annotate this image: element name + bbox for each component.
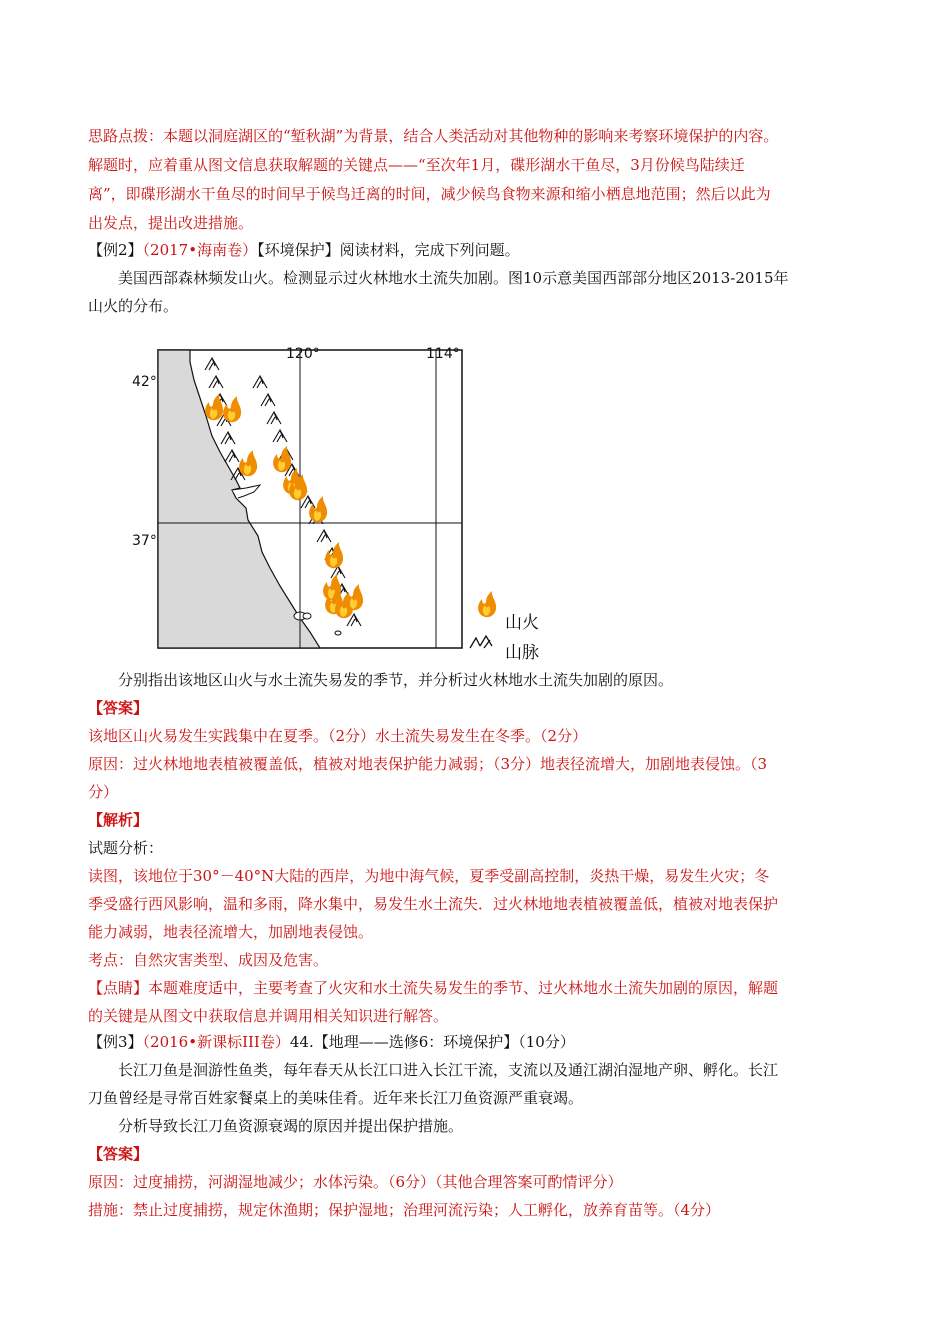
intro-line: 出发点，提出改进措施。 [88, 214, 254, 232]
wildfire-map [120, 340, 560, 666]
lat-label-42: 42° [132, 374, 157, 390]
legend-mountain-icon [470, 636, 492, 648]
intro-line: 解题时，应着重从图文信息获取解题的关键点——“至次年1月，碟形湖水干鱼尽，3月份候鸟陆续迁 [88, 156, 745, 174]
legend [470, 591, 539, 663]
intro-line: 思路点拨：本题以洞庭湖区的“堑秋湖”为背景，结合人类活动对其他物种的影响来考察环境保护的内容。 [88, 127, 779, 145]
example2-tag: 【例2】 [88, 241, 143, 259]
answer-header: 【答案】 [88, 699, 149, 717]
lon-label-114: 114° [426, 346, 460, 362]
island-shape [303, 613, 311, 619]
example3-tag: 【例3】 [88, 1033, 143, 1051]
analysis-line: 能力减弱，地表径流增大，加剧地表侵蚀。 [88, 923, 374, 941]
dianjing-line: 【点睛】本题难度适中，主要考查了火灾和水土流失易发生的季节、过火林地水土流失加剧的原因，解题 [88, 979, 779, 997]
example3-title: 44.【地理——选修6：环境保护】（10分） [289, 1033, 575, 1051]
analysis-line: 季受盛行西风影响，温和多雨，降水集中，易发生水土流失．过火林地地表植被覆盖低，植被对地表保护 [88, 895, 779, 913]
analysis-header: 【解析】 [88, 811, 149, 829]
analysis-line: 读图，该地位于30°－40°N大陆的西岸，为地中海气候，夏季受副高控制，炎热干燥，易发生火灾；冬 [88, 867, 770, 885]
answer-line: 原因：过度捕捞，河湖湿地减少；水体污染。（6分）（其他合理答案可酌情评分） [88, 1173, 623, 1191]
lon-label-120: 120° [286, 346, 320, 362]
example3-heading [88, 1032, 575, 1052]
example2-material-line: 山火的分布。 [88, 297, 179, 315]
legend-fire-icon [478, 591, 496, 617]
legend-fire-label: 山火 [505, 613, 539, 633]
intro-line: 离”，即碟形湖水干鱼尽的时间早于候鸟迁离的时间，减少候鸟食物来源和缩小栖息地范围；然后以此为 [88, 185, 771, 203]
example3-source: （2016•新课标III卷） [142, 1033, 290, 1051]
example3-material-line: 长江刀鱼是洄游性鱼类，每年春天从长江口进入长江干流，支流以及通江湖泊湿地产卵、孵化。长江 [118, 1061, 779, 1079]
answer-line: 原因：过火林地地表植被覆盖低，植被对地表保护能力减弱；（3分）地表径流增大，加剧地表侵蚀。（3 [88, 755, 768, 773]
answer-line: 分） [88, 783, 119, 801]
example2-question: 分别指出该地区山火与水土流失易发的季节，并分析过火林地水土流失加剧的原因。 [118, 671, 674, 689]
answer-header: 【答案】 [88, 1145, 149, 1163]
example2-source: （2017•海南卷） [142, 241, 258, 259]
answer-line: 措施：禁止过度捕捞，规定休渔期；保护湿地；治理河流污染；人工孵化，放养育苗等。（4分） [88, 1201, 721, 1219]
example2-material-line: 美国西部森林频发山火。检测显示过火林地水土流失加剧。图10示意美国西部部分地区2013-2015年 [118, 269, 789, 287]
kaodian-line: 考点：自然灾害类型、成因及危害。 [88, 951, 329, 969]
example3-question: 分析导致长江刀鱼资源衰竭的原因并提出保护措施。 [118, 1117, 464, 1135]
example3-material-line: 刀鱼曾经是寻常百姓家餐桌上的美味佳肴。近年来长江刀鱼资源严重衰竭。 [88, 1089, 584, 1107]
legend-mountain-label: 山脉 [505, 643, 539, 663]
lat-label-37: 37° [132, 533, 157, 549]
answer-line: 该地区山火易发生实践集中在夏季。（2分）水土流失易发生在冬季。（2分） [88, 727, 588, 745]
example2-title: 【环境保护】阅读材料，完成下列问题。 [257, 241, 520, 259]
dianjing-line: 的关键是从图文中获取信息并调用相关知识进行解答。 [88, 1007, 449, 1025]
example2-heading [88, 240, 520, 260]
island-shape [335, 631, 341, 635]
analysis-subheader: 试题分析： [88, 839, 164, 857]
